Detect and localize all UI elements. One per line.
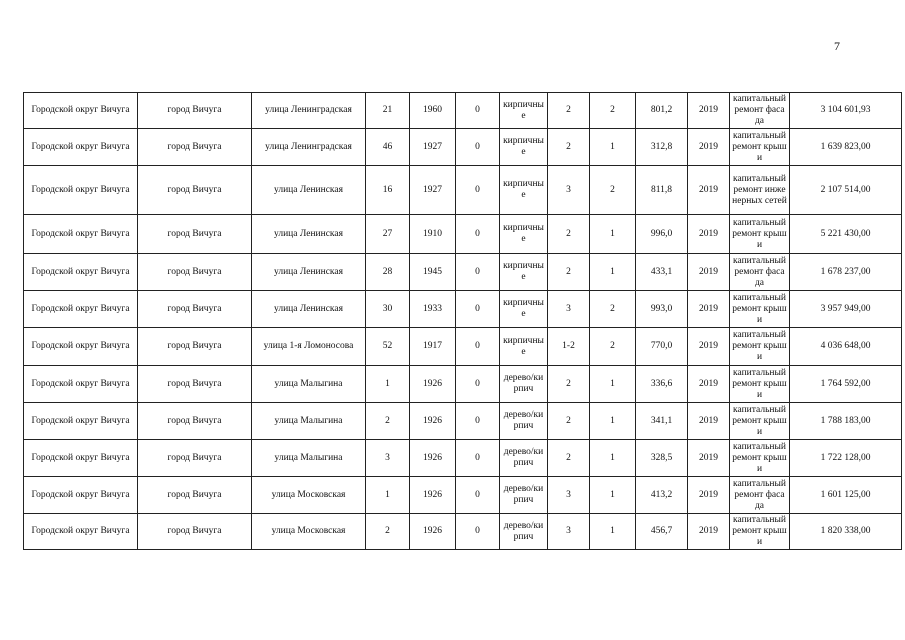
area-cell: 328,5 [636,440,688,477]
wall-material-cell: дерево/кирпич [500,477,548,514]
year-built-cell: 1926 [410,403,456,440]
work-type-cell: капитальный ремонт крыши [730,215,790,254]
district-cell: Городской округ Вичуга [24,254,138,291]
wall-material-cell: дерево/кирпич [500,366,548,403]
city-cell: город Вичуга [138,403,252,440]
year-planned-cell: 2019 [688,440,730,477]
area-cell: 996,0 [636,215,688,254]
district-cell: Городской округ Вичуга [24,129,138,166]
entrances-cell: 2 [590,93,636,129]
area-cell: 456,7 [636,514,688,550]
street-cell: улица Ленинская [252,166,366,215]
area-cell: 433,1 [636,254,688,291]
street-cell: улица Ленинская [252,291,366,328]
city-cell: город Вичуга [138,514,252,550]
floors-cell: 2 [548,129,590,166]
street-cell: улица Ленинградская [252,129,366,166]
floors-cell: 2 [548,93,590,129]
table-row [24,215,902,254]
floors-cell: 2 [548,403,590,440]
entrances-cell: 1 [590,514,636,550]
wall-material-cell: кирпичные [500,93,548,129]
cost-cell: 1 639 823,00 [790,129,902,166]
cost-cell: 1 678 237,00 [790,254,902,291]
year-planned-cell: 2019 [688,514,730,550]
district-cell: Городской округ Вичуга [24,215,138,254]
wall-material-cell: кирпичные [500,254,548,291]
year-built-cell: 1927 [410,166,456,215]
area-cell: 811,8 [636,166,688,215]
table-row [24,166,902,215]
zero-cell: 0 [456,403,500,440]
work-type-cell: капитальный ремонт крыши [730,514,790,550]
house-number-cell: 2 [366,403,410,440]
street-cell: улица Малыгина [252,366,366,403]
area-cell: 341,1 [636,403,688,440]
year-built-cell: 1960 [410,93,456,129]
cost-cell: 4 036 648,00 [790,328,902,366]
district-cell: Городской округ Вичуга [24,328,138,366]
entrances-cell: 1 [590,254,636,291]
street-cell: улица Ленинская [252,215,366,254]
year-built-cell: 1933 [410,291,456,328]
zero-cell: 0 [456,366,500,403]
year-planned-cell: 2019 [688,166,730,215]
city-cell: город Вичуга [138,166,252,215]
area-cell: 336,6 [636,366,688,403]
house-number-cell: 52 [366,328,410,366]
area-cell: 993,0 [636,291,688,328]
cost-cell: 1 820 338,00 [790,514,902,550]
house-number-cell: 46 [366,129,410,166]
cost-cell: 3 104 601,93 [790,93,902,129]
table-row [24,440,902,477]
table-row [24,477,902,514]
year-built-cell: 1917 [410,328,456,366]
district-cell: Городской округ Вичуга [24,514,138,550]
entrances-cell: 1 [590,403,636,440]
work-type-cell: капитальный ремонт фасада [730,254,790,291]
street-cell: улица Московская [252,514,366,550]
work-type-cell: капитальный ремонт фасада [730,93,790,129]
city-cell: город Вичуга [138,129,252,166]
district-cell: Городской округ Вичуга [24,93,138,129]
table-body [24,93,902,550]
year-built-cell: 1927 [410,129,456,166]
year-planned-cell: 2019 [688,215,730,254]
cost-cell: 1 722 128,00 [790,440,902,477]
floors-cell: 2 [548,254,590,291]
wall-material-cell: дерево/кирпич [500,440,548,477]
floors-cell: 2 [548,366,590,403]
year-built-cell: 1926 [410,366,456,403]
area-cell: 770,0 [636,328,688,366]
area-cell: 312,8 [636,129,688,166]
table-row [24,514,902,550]
page-number: 7 [834,39,840,53]
work-type-cell: капитальный ремонт крыши [730,291,790,328]
city-cell: город Вичуга [138,291,252,328]
entrances-cell: 2 [590,291,636,328]
wall-material-cell: кирпичные [500,328,548,366]
area-cell: 413,2 [636,477,688,514]
cost-cell: 5 221 430,00 [790,215,902,254]
city-cell: город Вичуга [138,440,252,477]
table-row [24,129,902,166]
wall-material-cell: кирпичные [500,291,548,328]
floors-cell: 3 [548,166,590,215]
cost-cell: 1 788 183,00 [790,403,902,440]
wall-material-cell: кирпичные [500,129,548,166]
zero-cell: 0 [456,440,500,477]
house-number-cell: 3 [366,440,410,477]
floors-cell: 3 [548,291,590,328]
year-planned-cell: 2019 [688,403,730,440]
registry-table [23,92,902,550]
year-planned-cell: 2019 [688,477,730,514]
work-type-cell: капитальный ремонт инженерных сетей [730,166,790,215]
house-number-cell: 28 [366,254,410,291]
street-cell: улица 1-я Ломоносова [252,328,366,366]
floors-cell: 3 [548,477,590,514]
district-cell: Городской округ Вичуга [24,366,138,403]
cost-cell: 1 601 125,00 [790,477,902,514]
entrances-cell: 2 [590,328,636,366]
entrances-cell: 1 [590,129,636,166]
street-cell: улица Ленинградская [252,93,366,129]
floors-cell: 2 [548,440,590,477]
year-built-cell: 1945 [410,254,456,291]
year-built-cell: 1926 [410,477,456,514]
work-type-cell: капитальный ремонт фасада [730,477,790,514]
entrances-cell: 2 [590,166,636,215]
year-built-cell: 1910 [410,215,456,254]
work-type-cell: капитальный ремонт крыши [730,403,790,440]
house-number-cell: 1 [366,477,410,514]
table-row [24,254,902,291]
zero-cell: 0 [456,514,500,550]
area-cell: 801,2 [636,93,688,129]
street-cell: улица Малыгина [252,440,366,477]
entrances-cell: 1 [590,215,636,254]
city-cell: город Вичуга [138,254,252,291]
zero-cell: 0 [456,291,500,328]
house-number-cell: 1 [366,366,410,403]
city-cell: город Вичуга [138,477,252,514]
city-cell: город Вичуга [138,93,252,129]
zero-cell: 0 [456,93,500,129]
house-number-cell: 27 [366,215,410,254]
floors-cell: 1-2 [548,328,590,366]
work-type-cell: капитальный ремонт крыши [730,328,790,366]
city-cell: город Вичуга [138,328,252,366]
cost-cell: 2 107 514,00 [790,166,902,215]
year-planned-cell: 2019 [688,328,730,366]
wall-material-cell: дерево/кирпич [500,514,548,550]
entrances-cell: 1 [590,477,636,514]
zero-cell: 0 [456,328,500,366]
year-planned-cell: 2019 [688,93,730,129]
house-number-cell: 21 [366,93,410,129]
house-number-cell: 16 [366,166,410,215]
zero-cell: 0 [456,129,500,166]
wall-material-cell: кирпичные [500,215,548,254]
entrances-cell: 1 [590,366,636,403]
entrances-cell: 1 [590,440,636,477]
wall-material-cell: кирпичные [500,166,548,215]
city-cell: город Вичуга [138,366,252,403]
street-cell: улица Малыгина [252,403,366,440]
year-planned-cell: 2019 [688,291,730,328]
table-row [24,366,902,403]
zero-cell: 0 [456,254,500,291]
year-planned-cell: 2019 [688,129,730,166]
cost-cell: 3 957 949,00 [790,291,902,328]
year-built-cell: 1926 [410,440,456,477]
zero-cell: 0 [456,215,500,254]
street-cell: улица Московская [252,477,366,514]
floors-cell: 3 [548,514,590,550]
street-cell: улица Ленинская [252,254,366,291]
district-cell: Городской округ Вичуга [24,440,138,477]
floors-cell: 2 [548,215,590,254]
table-row [24,93,902,129]
work-type-cell: капитальный ремонт крыши [730,440,790,477]
wall-material-cell: дерево/кирпич [500,403,548,440]
district-cell: Городской округ Вичуга [24,403,138,440]
table-row [24,403,902,440]
house-number-cell: 30 [366,291,410,328]
year-planned-cell: 2019 [688,254,730,291]
district-cell: Городской округ Вичуга [24,166,138,215]
zero-cell: 0 [456,477,500,514]
work-type-cell: капитальный ремонт крыши [730,366,790,403]
table-row [24,328,902,366]
cost-cell: 1 764 592,00 [790,366,902,403]
table-row [24,291,902,328]
house-number-cell: 2 [366,514,410,550]
district-cell: Городской округ Вичуга [24,477,138,514]
work-type-cell: капитальный ремонт крыши [730,129,790,166]
city-cell: город Вичуга [138,215,252,254]
year-planned-cell: 2019 [688,366,730,403]
zero-cell: 0 [456,166,500,215]
year-built-cell: 1926 [410,514,456,550]
district-cell: Городской округ Вичуга [24,291,138,328]
